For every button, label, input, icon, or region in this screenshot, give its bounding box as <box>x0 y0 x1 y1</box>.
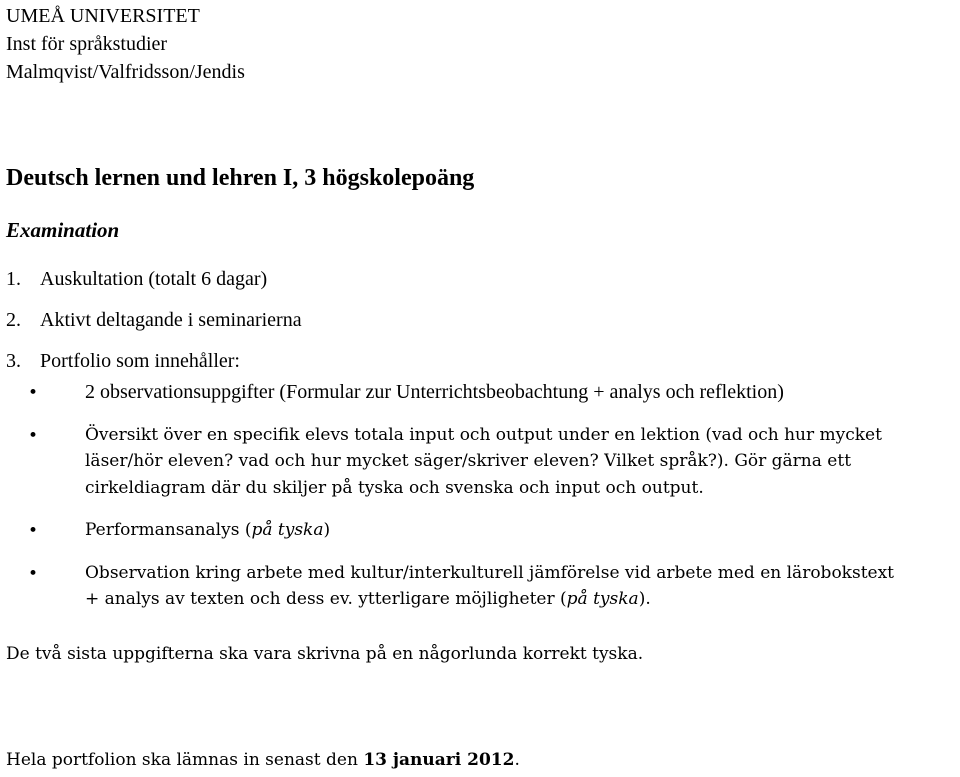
bullet-icon: • <box>28 521 39 541</box>
bullet-culture-observation <box>28 560 960 613</box>
bullet-text-line: Observation kring arbete med kultur/interkulturell jämförelse vid arbete med en lärobokstext <box>85 562 895 583</box>
numbered-item <box>6 259 302 300</box>
deadline-text: Hela portfolion ska lämnas in senast den <box>6 750 364 770</box>
bullet-text: + analys av texten och dess ev. ytterligare möjligheter ( <box>85 589 567 609</box>
bullet-icon: • <box>28 425 39 446</box>
deadline-end: . <box>514 750 520 770</box>
item-number: 2. <box>6 309 21 331</box>
bullet-performance-analysis <box>28 517 960 544</box>
item-text: Aktivt deltagande i seminarierna <box>40 309 302 331</box>
document-header <box>6 2 245 86</box>
bullet-observation-tasks <box>28 379 960 406</box>
examination-heading: Examination <box>6 218 120 242</box>
closing-note: De två sista uppgifterna ska vara skrivna på en någorlunda korrekt tyska. <box>6 644 644 664</box>
course-title: Deutsch lernen und lehren I, 3 högskolepoäng <box>6 165 475 191</box>
bullet-text-line: cirkeldiagram där du skiljer på tyska och svenska och input och output. <box>85 477 704 498</box>
item-number: 3. <box>6 350 21 372</box>
deadline-note <box>6 746 520 774</box>
bullet-text: Performansanalys ( <box>85 520 252 540</box>
item-text: Auskultation (totalt 6 dagar) <box>40 268 268 290</box>
bullet-text: ) <box>323 520 331 540</box>
bullet-text: 2 observationsuppgifter (Formular zur Unterrichtsbeobachtung + analys och reflektion) <box>85 381 784 403</box>
bullet-text-line <box>85 586 960 613</box>
university-name: UMEÅ UNIVERSITET <box>6 5 200 27</box>
numbered-item <box>6 341 302 382</box>
numbered-item <box>6 300 302 341</box>
emphasis-text: på tyska <box>251 520 324 540</box>
portfolio-bullet-list <box>28 379 960 629</box>
department-name: Inst för språkstudier <box>6 33 168 55</box>
emphasis-text: på tyska <box>566 589 639 609</box>
item-number: 1. <box>6 268 21 290</box>
bullet-icon: • <box>28 563 39 584</box>
bullet-text-line: Översikt över en specifik elevs totala input och output under en lektion (vad och hur mycket <box>85 424 882 445</box>
authors-line: Malmqvist/Valfridsson/Jendis <box>6 61 245 83</box>
deadline-date: 13 januari 2012 <box>363 750 515 770</box>
bullet-text-line <box>85 517 960 544</box>
bullet-student-overview <box>28 422 960 502</box>
bullet-text-line: läser/hör eleven? vad och hur mycket säger/skriver eleven? Vilket språk?). Gör gärna ett <box>85 451 852 471</box>
item-text: Portfolio som innehåller: <box>40 350 240 372</box>
bullet-icon: • <box>28 383 39 403</box>
numbered-list <box>6 259 302 382</box>
bullet-text: ). <box>638 589 651 609</box>
